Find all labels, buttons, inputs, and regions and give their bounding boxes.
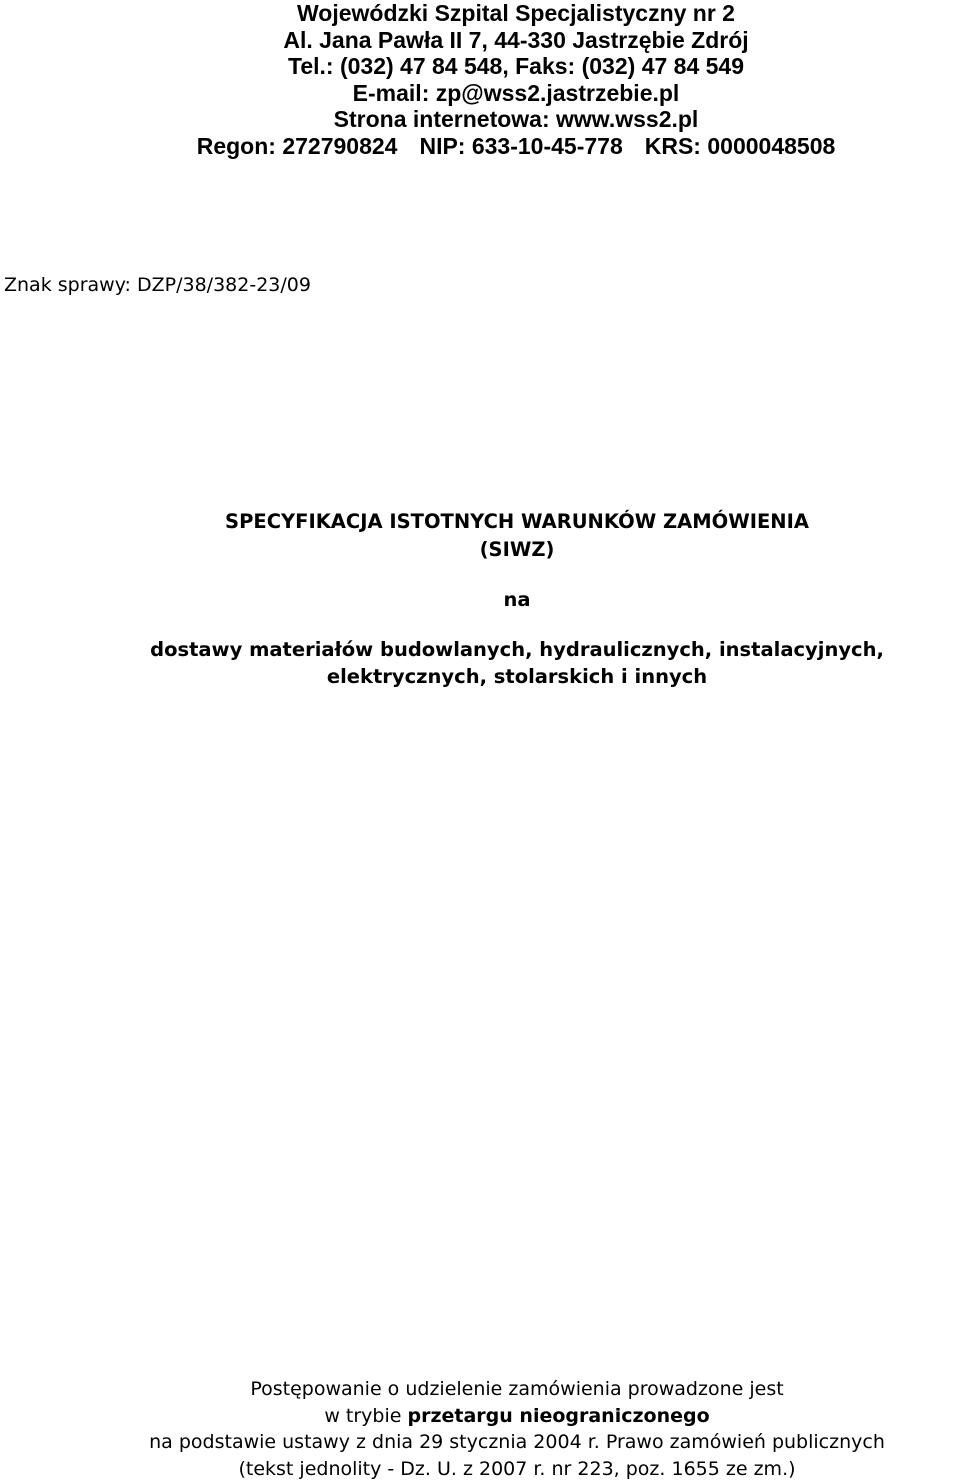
- title-line-2: (SIWZ): [0, 536, 960, 564]
- footer-line-2-prefix: w trybie: [324, 1405, 407, 1427]
- footer-line-4: (tekst jednolity - Dz. U. z 2007 r. nr 223, poz. 1655 ze zm.): [0, 1456, 960, 1482]
- title-connector: na: [0, 586, 960, 614]
- procedure-type: przetargu nieograniczonego: [407, 1405, 709, 1427]
- title-line-1: SPECYFIKACJA ISTOTNYCH WARUNKÓW ZAMÓWIENIA: [0, 508, 960, 536]
- hospital-website: Strona internetowa: www.wss2.pl: [0, 106, 960, 133]
- hospital-header: [0, 0, 960, 159]
- hospital-phone-fax: Tel.: (032) 47 84 548, Faks: (032) 47 84 549: [0, 53, 960, 80]
- document-title: [0, 508, 960, 691]
- nip-number: NIP: 633-10-45-778: [419, 133, 622, 159]
- procedure-footer: [0, 1376, 960, 1482]
- subject-line-2: elektrycznych, stolarskich i innych: [0, 663, 960, 691]
- case-number: Znak sprawy: DZP/38/382-23/09: [4, 272, 311, 298]
- subject-line-1: dostawy materiałów budowlanych, hydraulicznych, instalacyjnych,: [0, 636, 960, 664]
- hospital-address: Al. Jana Pawła II 7, 44-330 Jastrzębie Zdrój: [0, 27, 960, 54]
- hospital-name: Wojewódzki Szpital Specjalistyczny nr 2: [0, 0, 960, 27]
- footer-line-3: na podstawie ustawy z dnia 29 stycznia 2004 r. Prawo zamówień publicznych: [0, 1429, 960, 1456]
- registration-numbers: [0, 133, 960, 160]
- hospital-email: E-mail: zp@wss2.jastrzebie.pl: [0, 80, 960, 107]
- footer-line-1: Postępowanie o udzielenie zamówienia prowadzone jest: [0, 1376, 960, 1403]
- regon-number: Regon: 272790824: [197, 133, 398, 159]
- krs-number: KRS: 0000048508: [645, 133, 836, 159]
- footer-line-2: [0, 1403, 960, 1430]
